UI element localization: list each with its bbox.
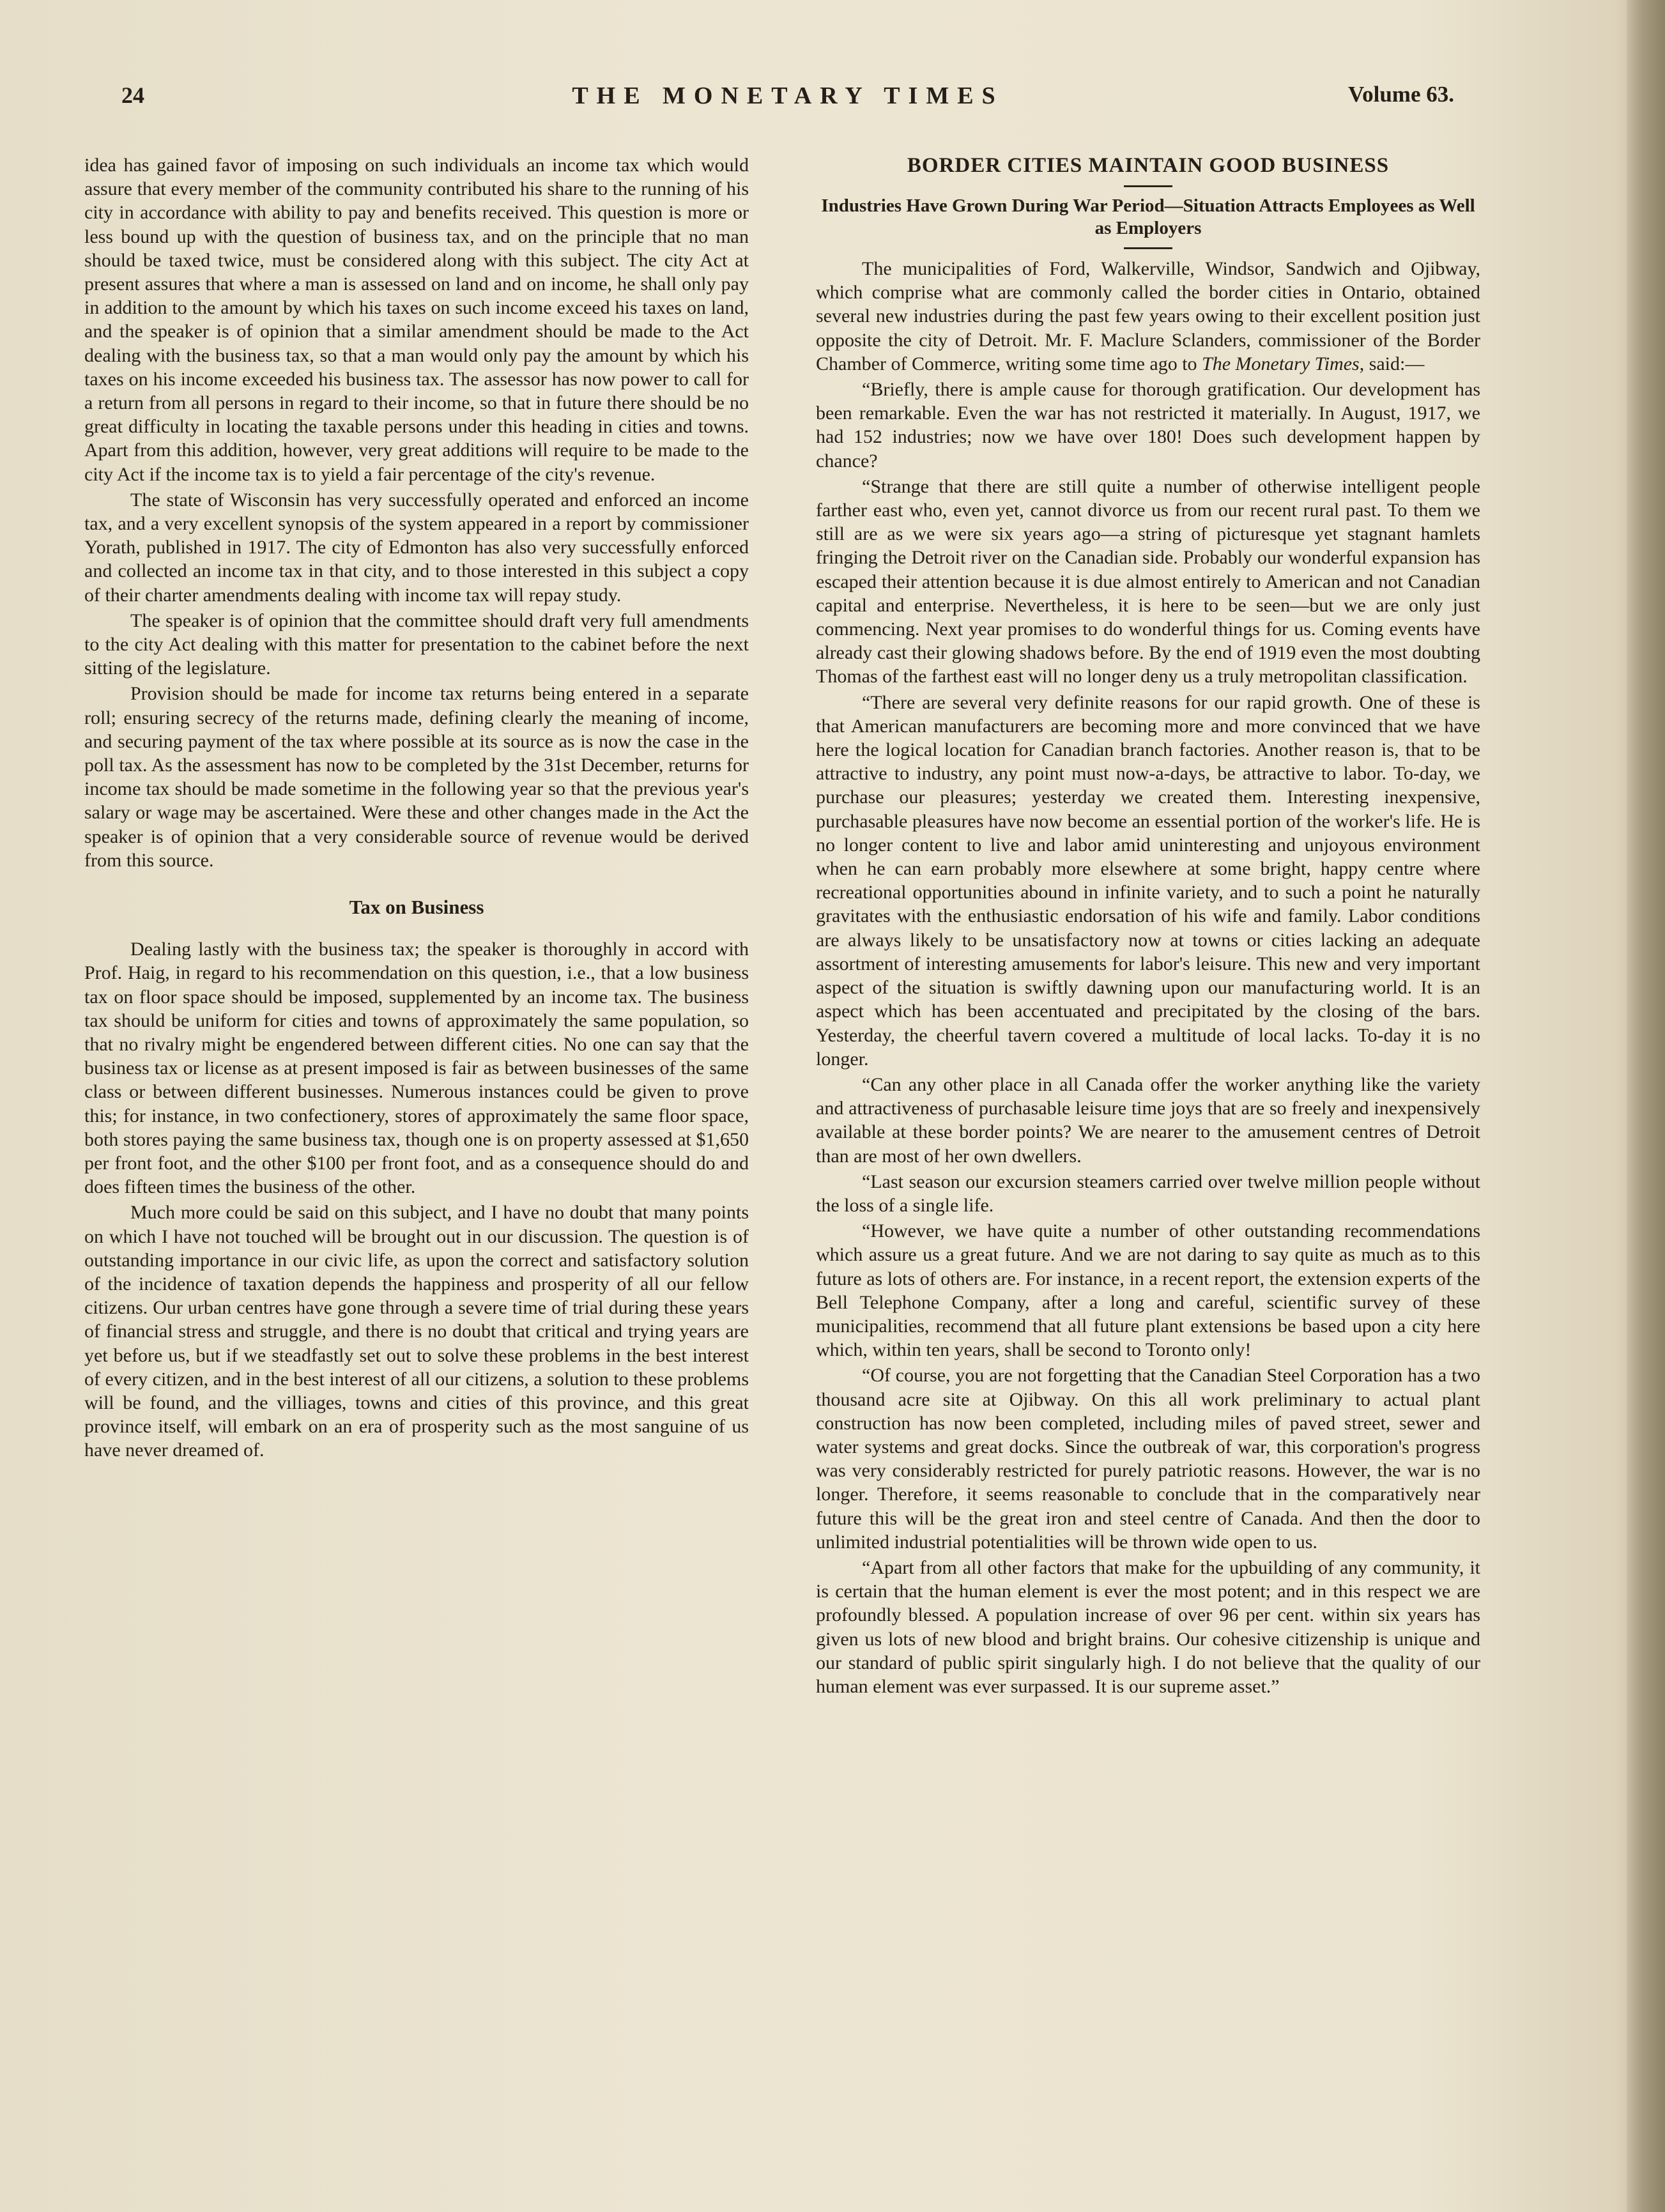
paragraph: “However, we have quite a number of other outstanding recommendations which assure us a great future. And we are not daring to say quite as much as to this future as lots of others are. For instance, in a recent report, the extension experts of the Bell Telephone Company, after a long and careful, scientific survey of these municipalities, recommend that all future plant extensions be based upon a city here which, within ten years, shall be second to Toronto only! — [816, 1220, 1480, 1361]
publication-title: THE MONETARY TIMES — [572, 82, 1004, 109]
right-column — [816, 153, 1480, 2070]
intro-text: The municipalities of Ford, Walkerville, Windsor, Sandwich and Ojibway, which comprise what are commonly called the border cities in Ontario, obtained several new industries during the past few years owing to their excellent position just opposite the city of Detroit. Mr. F. Maclure Sclanders, commissioner of the Border Chamber of Commerce, writing some time ago to — [816, 258, 1480, 374]
paragraph: Dealing lastly with the business tax; the speaker is thoroughly in accord with Prof. Haig, in regard to his recommendation on this question, i.e., that a low business tax on floor space should be imposed, supplemented by an income tax. The business tax should be uniform for cities and towns of approximately the same population, so that no rivalry might be engendered between different cities. No one can say that the business tax or license as at present imposed is fair as between businesses of the same class or between different businesses. Numerous instances could be given to prove this; for instance, in two confectionery, stores of approximately the same floor space, both stores paying the same business tax, though one is on property assessed at $1,650 per front foot, and the other $100 per front foot, and as a consequence should do and does fifteen times the business of the other. — [84, 939, 749, 1198]
left-column — [84, 153, 749, 2070]
title-divider — [1124, 185, 1172, 187]
subtitle-divider — [1124, 247, 1172, 249]
paragraph: idea has gained favor of imposing on such individuals an income tax which would assure that every member of the community contributed his share to the running of his city in accordance with ability to pay and benefits received. This question is more or less bound up with the question of business tax, and on the principle that no man should be taxed twice, must be considered along with this subject. The city Act at present assures that where a man is assessed on land and on income, he shall only pay in addition to the amount by which his taxes on such income exceed his taxes on land, and the speaker is of opinion that a similar amendment should be made to the Act dealing with the business tax, so that a man would only pay the amount by which his taxes on his income exceeded his business tax. The assessor has now power to call for a return from all persons in regard to their income, so that in future there should be no great difficulty in locating the taxable persons under this heading in cities and towns. Apart from this addition, however, very great additions will require to be made to the city Act if the income tax is to yield a fair percentage of the city's revenue. — [84, 155, 749, 485]
volume-label: Volume 63. — [1348, 82, 1454, 107]
article-intro — [816, 257, 1480, 376]
article-subtitle: Industries Have Grown During War Period—Situation Attracts Employees as Well as Employers — [821, 196, 1475, 238]
paragraph: Provision should be made for income tax returns being entered in a separate roll; ensuring secrecy of the returns made, defining clearly the meaning of income, and securing payment of the tax where possible at its source as is now the case in the poll tax. As the assessment has now to be completed by the 31st December, returns for income tax should be made sometime in the following year so that the previous year's salary or wage may be ascertained. Were these and other changes made in the Act the speaker is of opinion that a very considerable source of revenue would be derived from this source. — [84, 683, 749, 871]
paragraph: Much more could be said on this subject, and I have no doubt that many points on which I have not touched will be brought out in our discussion. The question is of outstanding importance in our civic life, as upon the correct and satisfactory solution of the incidence of taxation depends the happiness and prosperity of all our fellow citizens. Our urban centres have gone through a severe time of trial during these years of financial stress and struggle, and there is no doubt that critical and trying years are yet before us, but if we steadfastly set out to solve these problems in the best interest of every citizen, and in the best interest of all our citizens, a solution to these problems will be found, and the villiages, towns and cities of this province, and this great province itself, will embark on an era of prosperity such as the most sanguine of us have never dreamed of. — [84, 1202, 749, 1461]
page-binding-edge — [1627, 0, 1665, 2212]
paragraph: “Briefly, there is ample cause for thorough gratification. Our development has been remarkable. Even the war has not restricted it materially. In August, 1917, we had 152 industries; now we have over 180! Does such development happen by chance? — [816, 379, 1480, 472]
intro-text-end: , said:— — [1359, 353, 1425, 374]
paragraph: “Can any other place in all Canada offer the worker anything like the variety and attractiveness of purchasable leisure time joys that are so freely and inexpensively available at these border points? We are nearer to the amusement centres of Detroit than are most of her own dwellers. — [816, 1073, 1480, 1167]
paragraph: The state of Wisconsin has very successfully operated and enforced an income tax, and a very excellent synopsis of the system appeared in a report by commissioner Yorath, published in 1917. The city of Edmonton has also very successfully enforced and collected an income tax in that city, and to those interested in this subject a copy of their charter amendments dealing with income tax will repay study. — [84, 489, 749, 606]
publication-reference: The Monetary Times — [1202, 353, 1360, 374]
paragraph: “There are several very definite reasons for our rapid growth. One of these is that American manufacturers are becoming more and more convinced that we have here the logical location for Canadian branch factories. Another reason is, that to be attractive to industry, any point must now-a-days, be attractive to labor. To-day, we purchase our pleasures; yesterday we created them. Interesting inexpensive, purchasable pleasures have now become an essential portion of the worker's life. He is no longer content to live and labor amid uninteresting and unjoyous environment when he can earn probably more elsewhere at some bright, happy centre where recreational opportunities abound in infinite variety, and to such a point he naturally gravitates with the enthusiastic endorsation of his wife and family. Labor conditions are always likely to be unsatisfactory now at towns or cities lacking an adequate assortment of interesting amusements for labor's leisure. This new and very important aspect of the situation is swiftly dawning upon our manufacturing world. It is an aspect which has been accentuated and precipitated by the closing of the bars. Yesterday, the cheerful tavern covered a multitude of local lacks. To-day it is no longer. — [816, 691, 1480, 1070]
paragraph: “Last season our excursion steamers carried over twelve million people without the loss of a single life. — [816, 1171, 1480, 1216]
paragraph: “Strange that there are still quite a number of otherwise intelligent people farther east who, even yet, cannot divorce us from our recent rural past. To them we still are as we were six years ago—a string of picturesque yet stagnant hamlets fringing the Detroit river on the Canadian side. Probably our wonderful expansion has escaped their attention because it is due almost entirely to American and not Canadian capital and enterprise. Nevertheless, it is here to be seen—but we are only just commencing. Next year promises to do wonderful things for us. Coming events have already cast their glowing shadows before. By the end of 1919 even the most doubting Thomas of the farthest east will no longer deny us a truly metropolitan classification. — [816, 475, 1480, 687]
article-title: BORDER CITIES MAINTAIN GOOD BUSINESS — [907, 154, 1390, 177]
section-heading: Tax on Business — [349, 896, 484, 919]
paragraph: “Of course, you are not forgetting that the Canadian Steel Corporation has a two thousand acre site at Ojibway. On this all work preliminary to actual plant construction has now been completed, including miles of paved street, sewer and water systems and great docks. Since the outbreak of war, this corporation's progress was very considerably restricted for purely patriotic reasons. However, the war is no longer. Therefore, it seems reasonable to conclude that in the comparatively near future this will be the great iron and steel centre of Canada. And then the door to unlimited industrial potentialities will be thrown wide open to us. — [816, 1365, 1480, 1553]
paragraph: The speaker is of opinion that the committee should draft very full amendments to the city Act dealing with this matter for presentation to the cabinet before the next sitting of the legislature. — [84, 610, 749, 679]
page-number: 24 — [121, 82, 144, 108]
running-header — [121, 82, 1454, 120]
paragraph: “Apart from all other factors that make for the upbuilding of any community, it is certain that the human element is ever the most potent; and in this respect we are profoundly blessed. A population increase of over 96 per cent. within six years has given us lots of new blood and bright brains. Our cohesive citizenship is unique and our standard of public spirit singularly high. I do not believe that the quality of our human element was ever surpassed. It is our supreme asset.” — [816, 1556, 1480, 1697]
